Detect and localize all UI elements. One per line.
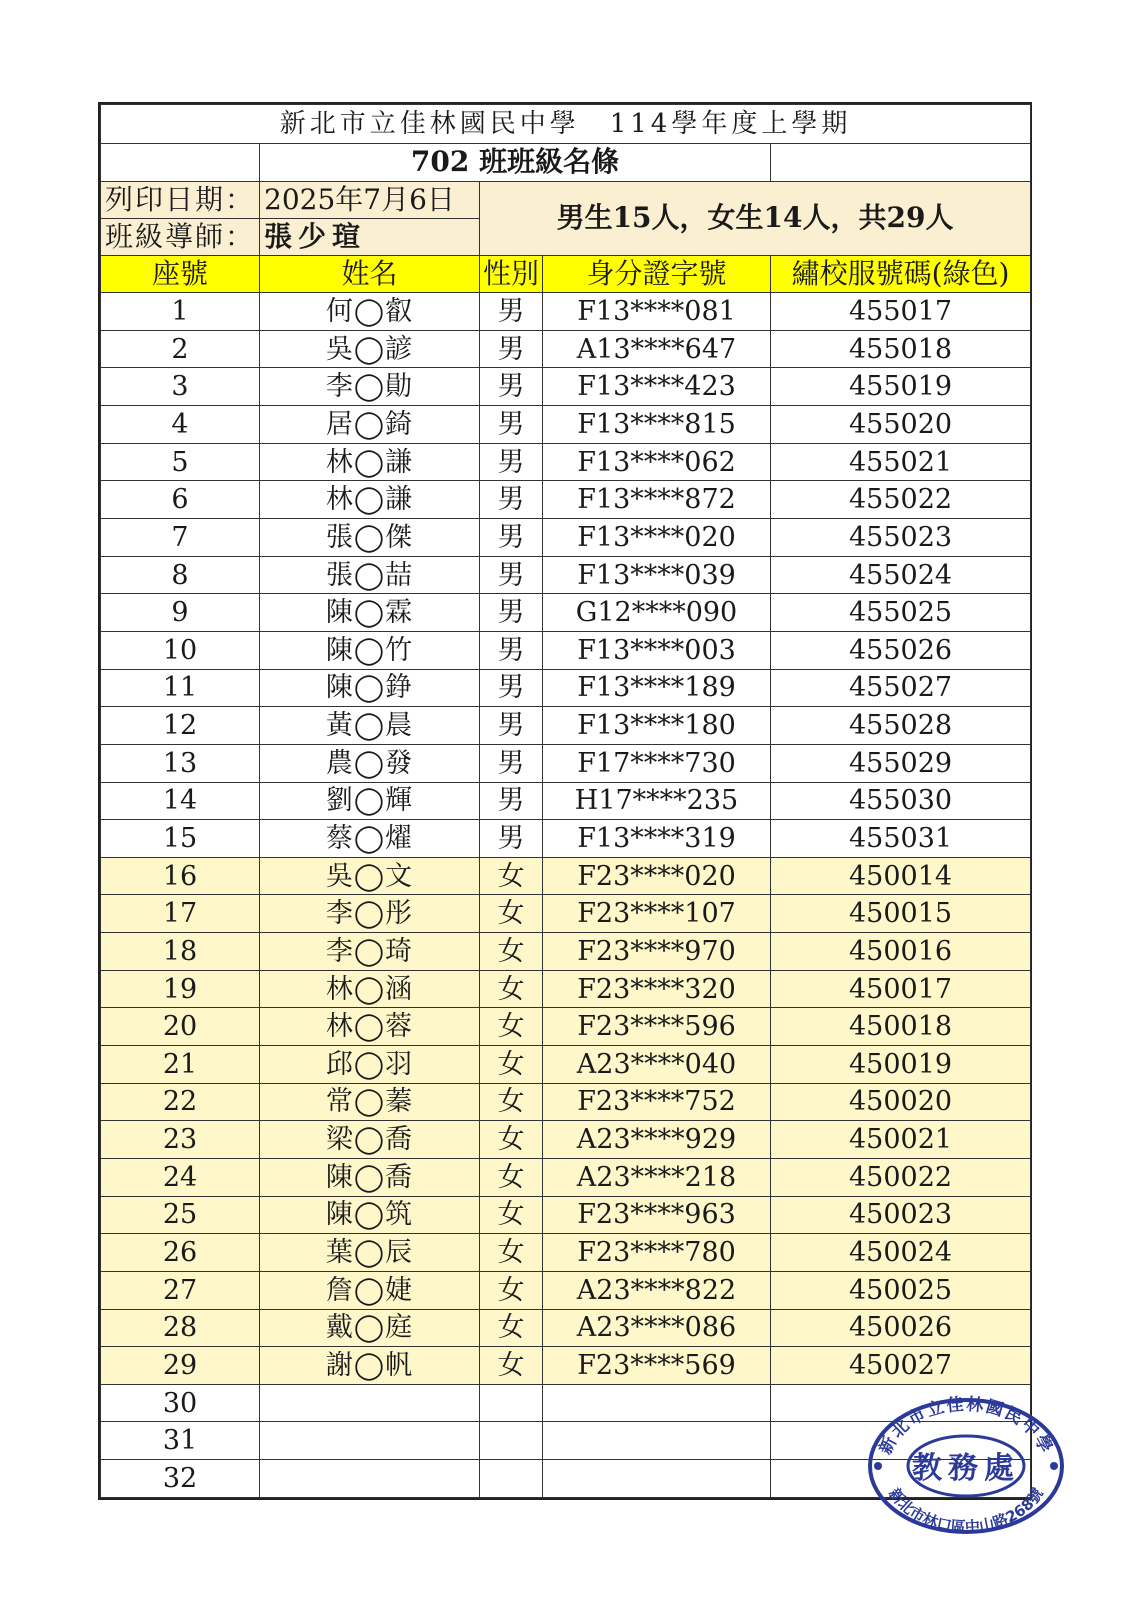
- table-row: [101, 631, 1031, 669]
- seat-number-cell: 22: [101, 1083, 260, 1121]
- seat-number-cell: 12: [101, 707, 260, 745]
- seat-number-cell: 7: [101, 519, 260, 557]
- student-name-cell: 陳◯霖: [260, 594, 480, 632]
- empty-cell: [480, 1460, 543, 1498]
- empty-cell: [543, 1422, 771, 1460]
- seat-number-cell: 15: [101, 820, 260, 858]
- gender-cell: 女: [480, 970, 543, 1008]
- table-row: [101, 556, 1031, 594]
- header-uniform-number: 繡校服號碼(綠色): [771, 255, 1031, 293]
- uniform-number-cell: 455023: [771, 519, 1031, 557]
- header-name: 姓名: [260, 255, 480, 293]
- student-name-cell: 詹◯婕: [260, 1271, 480, 1309]
- gender-cell: 女: [480, 1083, 543, 1121]
- uniform-number-cell: 450019: [771, 1046, 1031, 1084]
- gender-cell: 女: [480, 1309, 543, 1347]
- table-row: [101, 1046, 1031, 1084]
- student-name-cell: 陳◯筑: [260, 1196, 480, 1234]
- uniform-number-cell: 455017: [771, 293, 1031, 331]
- gender-cell: 男: [480, 631, 543, 669]
- student-name-cell: 謝◯帆: [260, 1347, 480, 1385]
- student-name-cell: 張◯傑: [260, 519, 480, 557]
- student-name-cell: 居◯錡: [260, 406, 480, 444]
- empty-cell: [260, 1422, 480, 1460]
- blank-cell: [771, 143, 1031, 182]
- id-number-cell: A23****218: [543, 1158, 771, 1196]
- table-row: [101, 669, 1031, 707]
- header-id-number: 身分證字號: [543, 255, 771, 293]
- table-row: [101, 1309, 1031, 1347]
- seat-number-cell: 14: [101, 782, 260, 820]
- student-name-cell: 林◯謙: [260, 443, 480, 481]
- table-row: [101, 443, 1031, 481]
- gender-cell: 男: [480, 594, 543, 632]
- student-name-cell: 吳◯文: [260, 857, 480, 895]
- table-row: [101, 594, 1031, 632]
- id-number-cell: H17****235: [543, 782, 771, 820]
- seat-number-cell: 29: [101, 1347, 260, 1385]
- seat-number-cell: 30: [101, 1384, 260, 1422]
- uniform-number-cell: 450018: [771, 1008, 1031, 1046]
- uniform-number-cell: 455018: [771, 330, 1031, 368]
- table-row: [101, 970, 1031, 1008]
- uniform-number-cell: 450026: [771, 1309, 1031, 1347]
- seat-number-cell: 19: [101, 970, 260, 1008]
- table-row: [101, 857, 1031, 895]
- id-number-cell: F23****596: [543, 1008, 771, 1046]
- id-number-cell: F13****039: [543, 556, 771, 594]
- seat-number-cell: 28: [101, 1309, 260, 1347]
- seat-number-cell: 21: [101, 1046, 260, 1084]
- id-number-cell: F13****189: [543, 669, 771, 707]
- table-row: [101, 519, 1031, 557]
- class-title: 702 班班級名條: [260, 143, 771, 182]
- empty-cell: [480, 1384, 543, 1422]
- gender-cell: 男: [480, 556, 543, 594]
- uniform-number-cell: 450022: [771, 1158, 1031, 1196]
- header-seat-number: 座號: [101, 255, 260, 293]
- seat-number-cell: 10: [101, 631, 260, 669]
- blank-cell: [101, 143, 260, 182]
- stamp-bottom-text: 新北市林口區中山路268號: [885, 1484, 1047, 1536]
- uniform-number-cell: 450024: [771, 1234, 1031, 1272]
- print-date-value: 2025年7月6日: [260, 182, 480, 219]
- print-date-label: 列印日期：: [101, 182, 260, 219]
- table-row: [101, 1158, 1031, 1196]
- gender-cell: 男: [480, 744, 543, 782]
- seat-number-cell: 16: [101, 857, 260, 895]
- table-row: [101, 933, 1031, 971]
- seat-number-cell: 4: [101, 406, 260, 444]
- id-number-cell: F23****752: [543, 1083, 771, 1121]
- stamp-flower-icon: [874, 1462, 882, 1470]
- gender-cell: 女: [480, 1196, 543, 1234]
- uniform-number-cell: 455024: [771, 556, 1031, 594]
- id-number-cell: F13****319: [543, 820, 771, 858]
- id-number-cell: F23****020: [543, 857, 771, 895]
- uniform-number-cell: 455025: [771, 594, 1031, 632]
- student-name-cell: 何◯叡: [260, 293, 480, 331]
- student-name-cell: 李◯彤: [260, 895, 480, 933]
- gender-cell: 男: [480, 368, 543, 406]
- gender-cell: 女: [480, 1008, 543, 1046]
- student-name-cell: 梁◯喬: [260, 1121, 480, 1159]
- table-row: [101, 895, 1031, 933]
- uniform-number-cell: 455019: [771, 368, 1031, 406]
- student-name-cell: 蔡◯燿: [260, 820, 480, 858]
- table-row: [101, 293, 1031, 331]
- uniform-number-cell: 455026: [771, 631, 1031, 669]
- student-name-cell: 林◯蓉: [260, 1008, 480, 1046]
- table-row: [101, 820, 1031, 858]
- student-name-cell: 戴◯庭: [260, 1309, 480, 1347]
- id-number-cell: F23****569: [543, 1347, 771, 1385]
- student-name-cell: 葉◯辰: [260, 1234, 480, 1272]
- table-row: [101, 1271, 1031, 1309]
- seat-number-cell: 13: [101, 744, 260, 782]
- gender-cell: 男: [480, 330, 543, 368]
- gender-cell: 男: [480, 519, 543, 557]
- gender-cell: 男: [480, 443, 543, 481]
- uniform-number-cell: 450020: [771, 1083, 1031, 1121]
- roster-table: [100, 104, 1031, 1498]
- seat-number-cell: 32: [101, 1460, 260, 1498]
- empty-cell: [480, 1422, 543, 1460]
- student-name-cell: 黃◯晨: [260, 707, 480, 745]
- uniform-number-cell: 450014: [771, 857, 1031, 895]
- uniform-number-cell: 455021: [771, 443, 1031, 481]
- gender-cell: 男: [480, 782, 543, 820]
- id-number-cell: A23****822: [543, 1271, 771, 1309]
- uniform-number-cell: 450016: [771, 933, 1031, 971]
- seat-number-cell: 2: [101, 330, 260, 368]
- uniform-number-cell: 455020: [771, 406, 1031, 444]
- seat-number-cell: 18: [101, 933, 260, 971]
- gender-cell: 女: [480, 1347, 543, 1385]
- table-row: [101, 481, 1031, 519]
- uniform-number-cell: 455030: [771, 782, 1031, 820]
- gender-cell: 男: [480, 406, 543, 444]
- table-row: [101, 368, 1031, 406]
- uniform-number-cell: 455031: [771, 820, 1031, 858]
- gender-cell: 男: [480, 669, 543, 707]
- table-row: [101, 707, 1031, 745]
- empty-cell: [260, 1460, 480, 1498]
- school-office-stamp: [866, 1394, 1066, 1536]
- table-row: [101, 744, 1031, 782]
- uniform-number-cell: 455027: [771, 669, 1031, 707]
- uniform-number-cell: 450021: [771, 1121, 1031, 1159]
- id-number-cell: F23****963: [543, 1196, 771, 1234]
- header-gender: 性別: [480, 255, 543, 293]
- stamp-center-text: 教務處: [912, 1451, 1020, 1486]
- seat-number-cell: 1: [101, 293, 260, 331]
- student-name-cell: 林◯謙: [260, 481, 480, 519]
- id-number-cell: F13****003: [543, 631, 771, 669]
- student-name-cell: 常◯蓁: [260, 1083, 480, 1121]
- gender-cell: 女: [480, 1121, 543, 1159]
- gender-summary: 男生15人，女生14人，共29人: [480, 182, 1031, 255]
- table-row: [101, 406, 1031, 444]
- class-roster-sheet: [98, 102, 1032, 1500]
- student-name-cell: 李◯勛: [260, 368, 480, 406]
- id-number-cell: A13****647: [543, 330, 771, 368]
- id-number-cell: F13****423: [543, 368, 771, 406]
- uniform-number-cell: 455022: [771, 481, 1031, 519]
- table-row: [101, 1083, 1031, 1121]
- student-name-cell: 陳◯竹: [260, 631, 480, 669]
- id-number-cell: F13****062: [543, 443, 771, 481]
- empty-cell: [260, 1384, 480, 1422]
- gender-cell: 男: [480, 707, 543, 745]
- seat-number-cell: 5: [101, 443, 260, 481]
- id-number-cell: A23****040: [543, 1046, 771, 1084]
- id-number-cell: G12****090: [543, 594, 771, 632]
- student-name-cell: 吳◯諺: [260, 330, 480, 368]
- id-number-cell: F17****730: [543, 744, 771, 782]
- student-name-cell: 農◯發: [260, 744, 480, 782]
- student-name-cell: 陳◯錚: [260, 669, 480, 707]
- seat-number-cell: 9: [101, 594, 260, 632]
- id-number-cell: A23****086: [543, 1309, 771, 1347]
- gender-cell: 男: [480, 293, 543, 331]
- teacher-label: 班級導師：: [101, 218, 260, 255]
- id-number-cell: F13****872: [543, 481, 771, 519]
- seat-number-cell: 8: [101, 556, 260, 594]
- student-name-cell: 劉◯輝: [260, 782, 480, 820]
- id-number-cell: F23****780: [543, 1234, 771, 1272]
- gender-cell: 女: [480, 1234, 543, 1272]
- seat-number-cell: 11: [101, 669, 260, 707]
- id-number-cell: F23****970: [543, 933, 771, 971]
- uniform-number-cell: 455029: [771, 744, 1031, 782]
- table-row: [101, 782, 1031, 820]
- id-number-cell: F23****320: [543, 970, 771, 1008]
- seat-number-cell: 26: [101, 1234, 260, 1272]
- teacher-name: 張少瑄: [260, 218, 480, 255]
- gender-cell: 女: [480, 1158, 543, 1196]
- uniform-number-cell: 450017: [771, 970, 1031, 1008]
- seat-number-cell: 20: [101, 1008, 260, 1046]
- table-row: [101, 1234, 1031, 1272]
- uniform-number-cell: 450023: [771, 1196, 1031, 1234]
- student-name-cell: 邱◯羽: [260, 1046, 480, 1084]
- table-row: [101, 330, 1031, 368]
- seat-number-cell: 25: [101, 1196, 260, 1234]
- seat-number-cell: 17: [101, 895, 260, 933]
- seat-number-cell: 24: [101, 1158, 260, 1196]
- empty-cell: [543, 1384, 771, 1422]
- table-row: [101, 1347, 1031, 1385]
- seat-number-cell: 23: [101, 1121, 260, 1159]
- student-name-cell: 張◯喆: [260, 556, 480, 594]
- gender-cell: 男: [480, 481, 543, 519]
- table-row: [101, 1008, 1031, 1046]
- seat-number-cell: 31: [101, 1422, 260, 1460]
- uniform-number-cell: 455028: [771, 707, 1031, 745]
- gender-cell: 女: [480, 857, 543, 895]
- id-number-cell: F13****081: [543, 293, 771, 331]
- gender-cell: 女: [480, 1046, 543, 1084]
- id-number-cell: F23****107: [543, 895, 771, 933]
- uniform-number-cell: 450025: [771, 1271, 1031, 1309]
- stamp-flower-icon: [1050, 1462, 1058, 1470]
- gender-cell: 女: [480, 933, 543, 971]
- gender-cell: 女: [480, 895, 543, 933]
- stamp-top-text: 新北市立佳林國民中學: [875, 1394, 1057, 1458]
- column-header-row: [101, 255, 1031, 293]
- uniform-number-cell: 450015: [771, 895, 1031, 933]
- gender-cell: 女: [480, 1271, 543, 1309]
- seat-number-cell: 6: [101, 481, 260, 519]
- gender-cell: 男: [480, 820, 543, 858]
- document-title: 新北市立佳林國民中學 114學年度上學期: [101, 105, 1031, 144]
- id-number-cell: F13****020: [543, 519, 771, 557]
- seat-number-cell: 3: [101, 368, 260, 406]
- student-name-cell: 李◯琦: [260, 933, 480, 971]
- empty-cell: [543, 1460, 771, 1498]
- svg-text:新北市立佳林國民中學: [875, 1394, 1058, 1458]
- id-number-cell: F13****815: [543, 406, 771, 444]
- uniform-number-cell: 450027: [771, 1347, 1031, 1385]
- id-number-cell: A23****929: [543, 1121, 771, 1159]
- id-number-cell: F13****180: [543, 707, 771, 745]
- seat-number-cell: 27: [101, 1271, 260, 1309]
- table-row: [101, 1121, 1031, 1159]
- student-name-cell: 陳◯喬: [260, 1158, 480, 1196]
- student-name-cell: 林◯涵: [260, 970, 480, 1008]
- table-row: [101, 1196, 1031, 1234]
- svg-text:新北市林口區中山路268號: [885, 1485, 1047, 1536]
